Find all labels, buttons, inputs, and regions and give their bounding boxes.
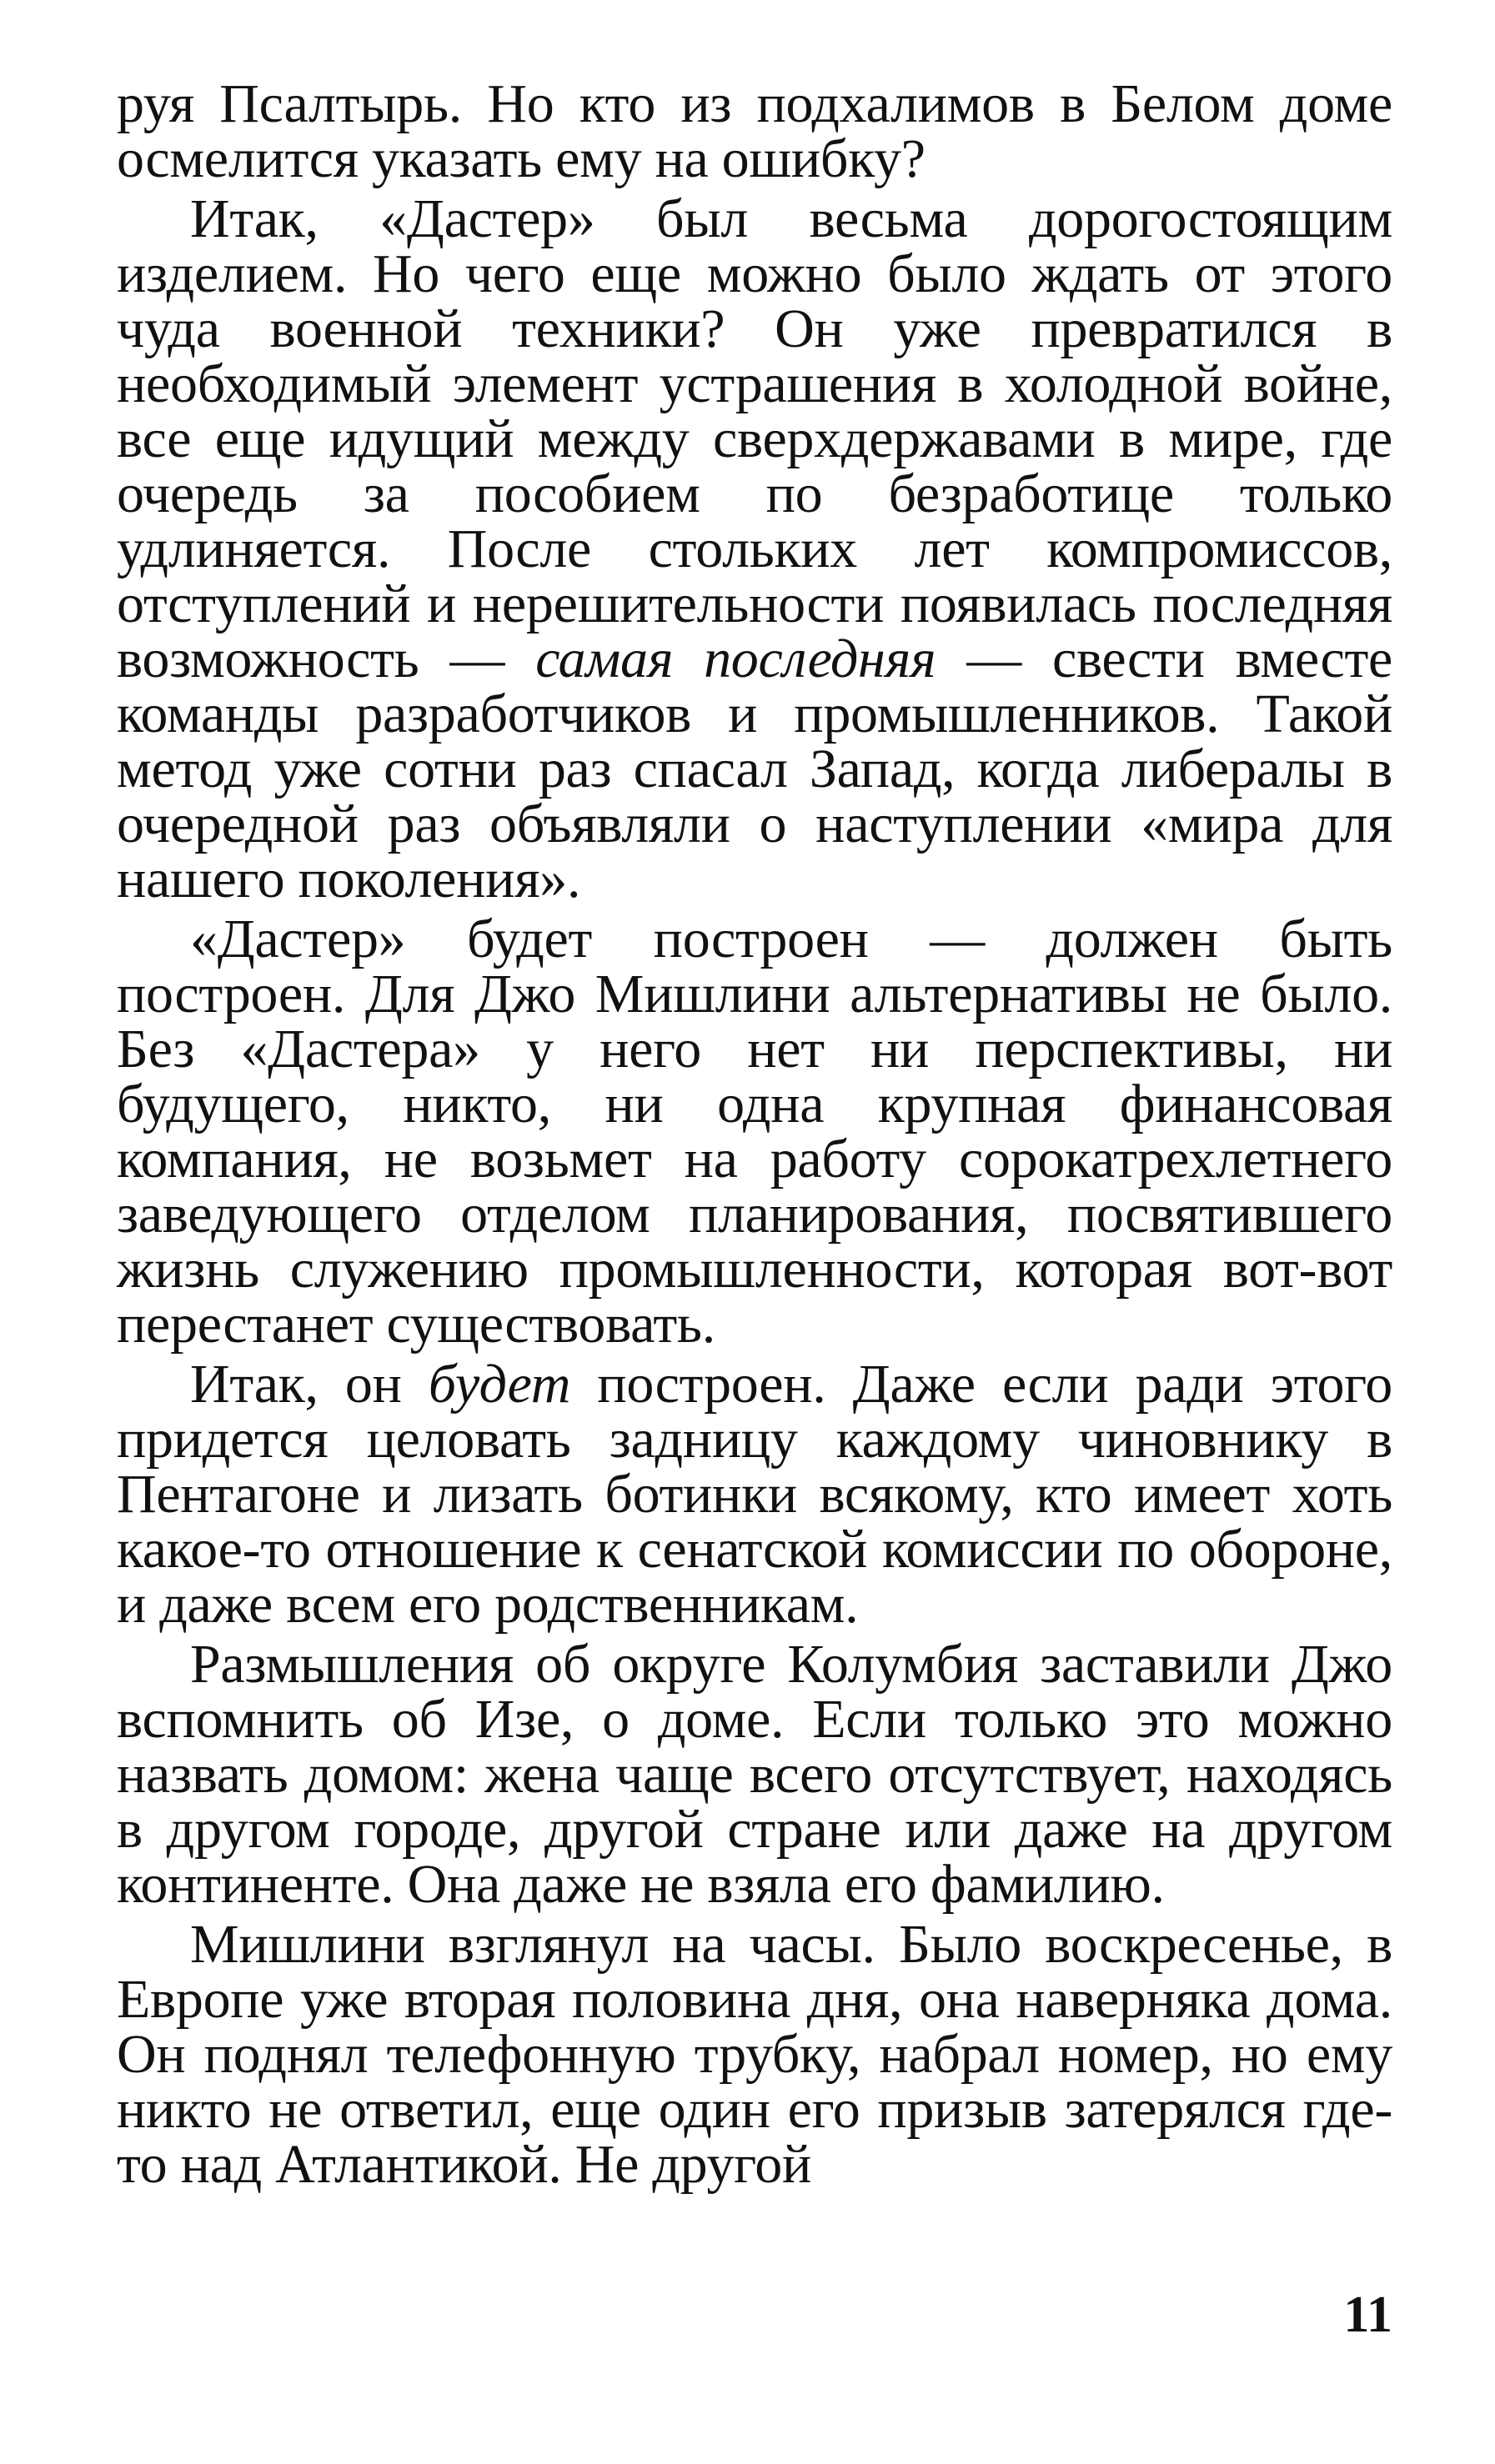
paragraph-4 <box>117 1354 1392 1635</box>
paragraph-4-text-a: Итак, он <box>190 1354 429 1415</box>
paragraph-3-text: «Дастер» будет построен — должен быть построен. Для Джо Мишлини альтернативы не было. Без «Дастера» у него нет ни перспективы, ни будущего, никто, ни одна крупная финансовая компания, не возьмет на работу сорокатрехлетнего заведующего отделом планирования, посвятившего жизнь служению промышленности, которая вот-вот перестанет существовать. <box>117 909 1392 1355</box>
paragraph-2-text-b: — свести вместе команды разработчиков и промышленников. Такой метод уже сотни раз спасал Запад, когда либералы в очередной раз объявляли о наступлении «мира для нашего поколения». <box>117 629 1392 909</box>
paragraph-3 <box>117 909 1392 1355</box>
paragraph-1 <box>117 73 1392 189</box>
page-body-text <box>117 73 1392 2195</box>
paragraph-2-text-a: Итак, «Дастер» был весьма дорогостоящим изделием. Но чего еще можно было ждать от этого чуда военной техники? Он уже превратился в необходимый элемент устрашения в холодной войне, все еще идущий между сверхдержавами в мире, где очередь за пособием по безработице только удлиняется. После стольких лет компромиссов, отступлений и нерешительности появилась последняя возможность — <box>117 188 1392 689</box>
paragraph-6-text: Мишлини взглянул на часы. Было воскресенье, в Европе уже вторая половина дня, она наверняка дома. Он поднял телефонную трубку, набрал номер, но ему никто не ответил, еще один его призыв затерялся где-то над Атлантикой. Не другой <box>117 1914 1392 2195</box>
paragraph-4-italic-word: будет <box>428 1354 571 1415</box>
paragraph-2-italic-phrase: самая последняя <box>535 629 936 689</box>
paragraph-6 <box>117 1914 1392 2195</box>
paragraph-5-text: Размышления об округе Колумбия заставили Джо вспомнить об Изе, о доме. Если только это можно назвать домом: жена чаще всего отсутствует, находясь в другом городе, другой стране или даже на другом континенте. Она даже не взяла его фамилию. <box>117 1634 1392 1915</box>
paragraph-2 <box>117 188 1392 909</box>
page-number: 11 <box>1343 2286 1392 2343</box>
paragraph-5 <box>117 1634 1392 1915</box>
book-page <box>117 73 1392 2394</box>
paragraph-1-text: руя Псалтырь. Но кто из подхалимов в Белом доме осмелится указать ему на ошибку? <box>117 73 1392 189</box>
paragraph-4-text-b: построен. Даже если ради этого придется целовать задницу каждому чиновнику в Пентагоне и лизать ботинки всякому, кто имеет хоть какое-то отношение к сенатской комиссии по обороне, и даже всем его родственникам. <box>117 1354 1392 1635</box>
